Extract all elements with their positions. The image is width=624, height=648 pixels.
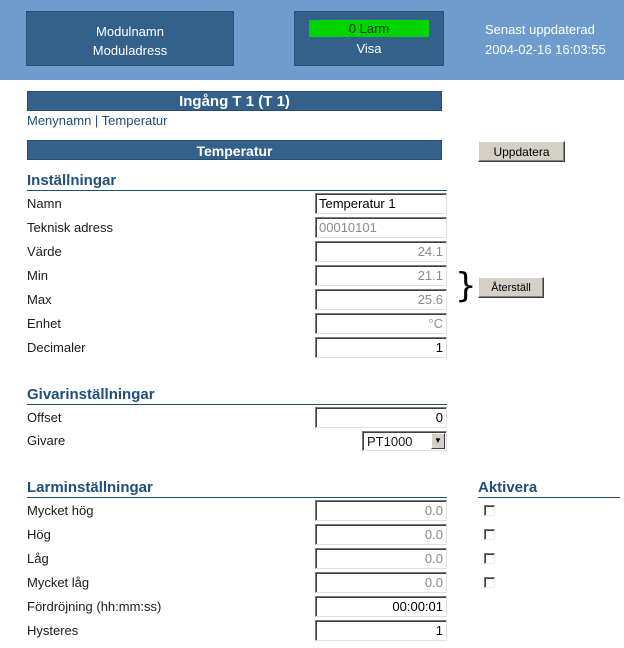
reset-button[interactable]: Återställ xyxy=(478,277,544,298)
tech-address-field xyxy=(315,217,447,238)
min-label: Min xyxy=(27,268,48,283)
sensor-label: Givare xyxy=(27,433,66,448)
hysteresis-input[interactable] xyxy=(315,620,447,641)
sensor-settings-heading: Givarinställningar xyxy=(27,386,447,405)
high-field xyxy=(315,524,447,545)
unit-field xyxy=(315,313,447,334)
module-address: Moduladress xyxy=(92,43,168,58)
decimals-input[interactable] xyxy=(315,337,447,358)
activate-heading: Aktivera xyxy=(478,479,620,498)
value-label: Värde xyxy=(27,244,62,259)
alarm-box[interactable] xyxy=(294,11,444,66)
unit-label: Enhet xyxy=(27,316,61,331)
min-max-brace: } xyxy=(455,266,477,306)
decimals-label: Decimaler xyxy=(27,340,86,355)
name-input[interactable] xyxy=(315,193,447,214)
alarm-view-link[interactable]: Visa xyxy=(356,41,382,56)
very-high-activate-checkbox[interactable] xyxy=(484,505,495,516)
offset-label: Offset xyxy=(27,410,62,425)
name-label: Namn xyxy=(27,196,62,211)
delay-label: Fördröjning (hh:mm:ss) xyxy=(27,599,162,614)
alarm-settings-heading: Larminställningar xyxy=(27,479,447,498)
page-title: Ingång T 1 (T 1) xyxy=(27,91,442,111)
very-high-field xyxy=(315,500,447,521)
max-label: Max xyxy=(27,292,52,307)
module-name: Modulnamn xyxy=(96,24,164,39)
very-low-field xyxy=(315,572,447,593)
alarm-count-indicator[interactable]: 0 Larm xyxy=(309,20,429,37)
last-updated-time: 2004-02-16 16:03:55 xyxy=(485,42,606,57)
very-high-label: Mycket hög xyxy=(27,503,94,518)
very-low-label: Mycket låg xyxy=(27,575,90,590)
sensor-select-value: PT1000 xyxy=(367,434,413,449)
module-info-box xyxy=(26,11,234,66)
last-updated-label: Senast uppdaterad xyxy=(485,22,595,37)
high-label: Hög xyxy=(27,527,51,542)
tech-address-label: Teknisk adress xyxy=(27,220,113,235)
very-low-activate-checkbox[interactable] xyxy=(484,577,495,588)
breadcrumb[interactable]: Menynamn | Temperatur xyxy=(27,113,168,128)
low-activate-checkbox[interactable] xyxy=(484,553,495,564)
hysteresis-label: Hysteres xyxy=(27,623,79,638)
update-button[interactable]: Uppdatera xyxy=(478,141,565,162)
settings-heading: Inställningar xyxy=(27,172,447,191)
header-bar xyxy=(0,0,624,80)
max-field xyxy=(315,289,447,310)
chevron-down-icon[interactable]: ▼ xyxy=(431,433,445,449)
section-title-bar: Temperatur xyxy=(27,140,442,160)
value-field xyxy=(315,241,447,262)
min-field xyxy=(315,265,447,286)
last-updated-info xyxy=(485,20,606,60)
high-activate-checkbox[interactable] xyxy=(484,529,495,540)
sensor-select[interactable] xyxy=(362,431,447,451)
offset-input[interactable] xyxy=(315,407,447,428)
low-field xyxy=(315,548,447,569)
low-label: Låg xyxy=(27,551,49,566)
delay-input[interactable] xyxy=(315,596,447,617)
